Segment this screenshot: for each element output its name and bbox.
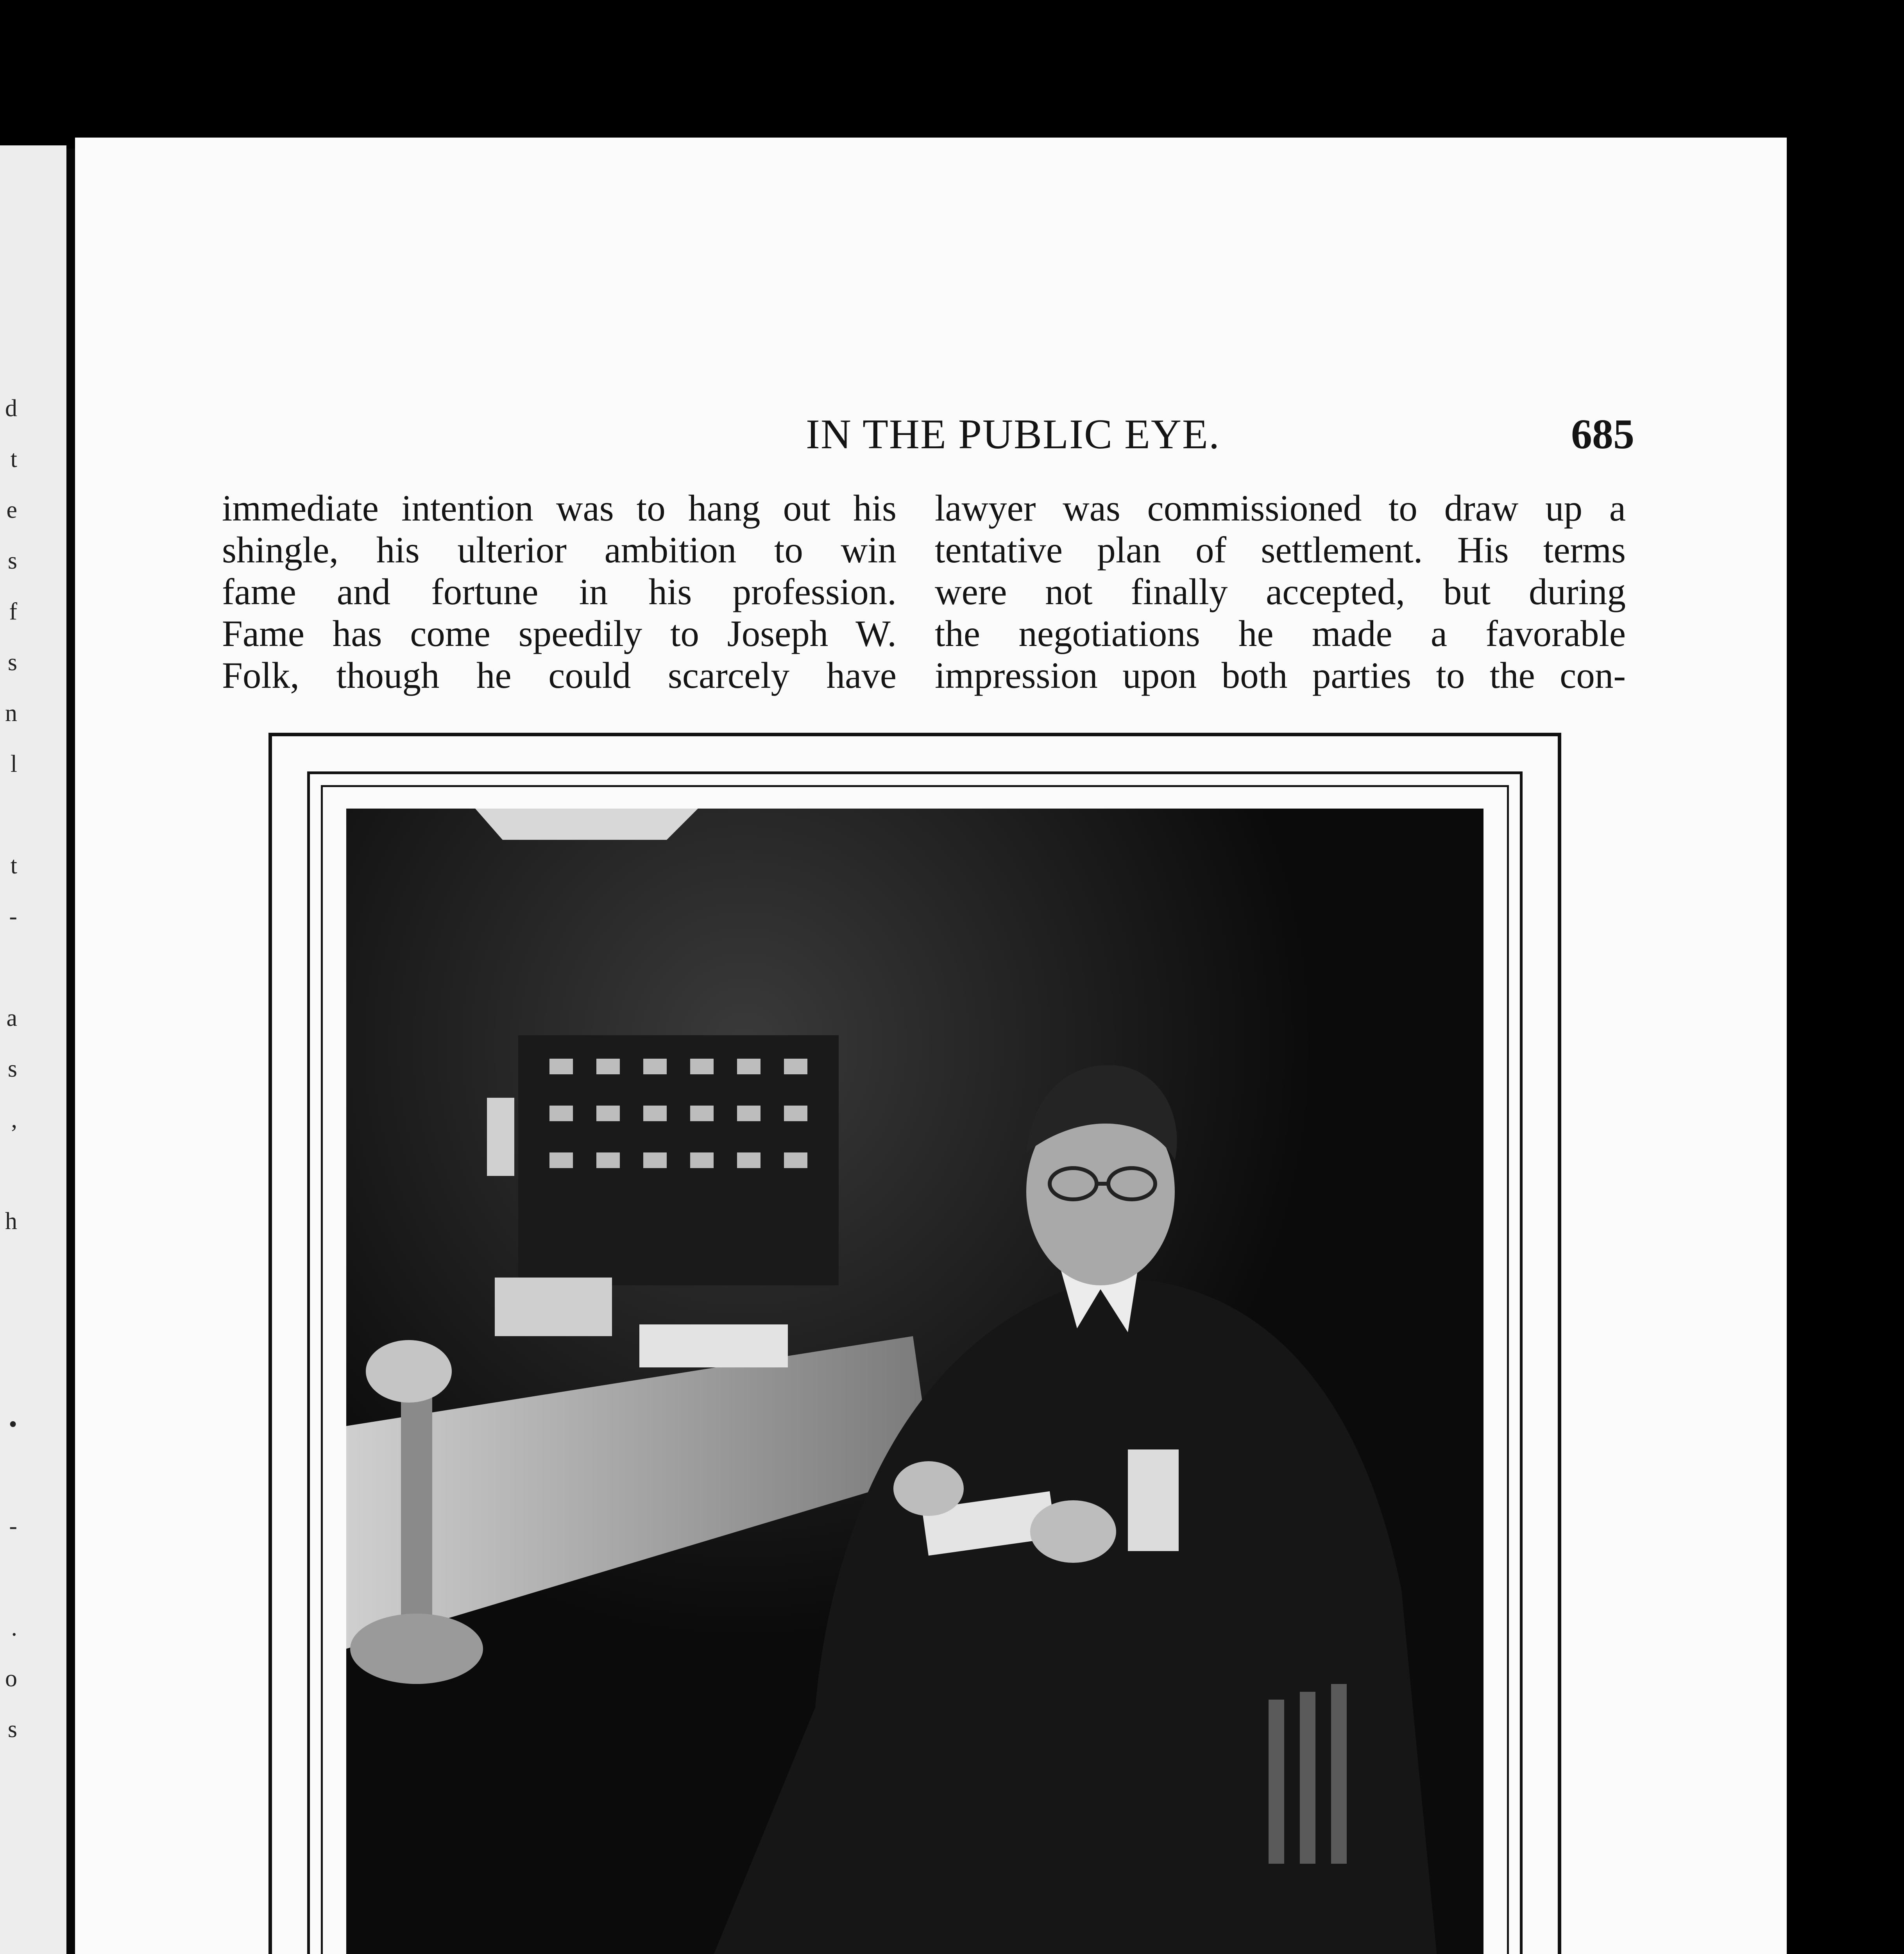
running-head: IN THE PUBLIC EYE. [806,411,1220,458]
text-fragment: o [5,1665,17,1692]
text-fragment: e [6,497,17,523]
text-line: immediate intention was to hang out his [222,487,897,529]
page-number: 685 [1571,411,1634,458]
portrait-photo-icon [346,809,1483,1954]
text-fragment [17,1360,20,1387]
text-fragment [17,1259,20,1285]
text-fragment [17,1157,20,1184]
text-fragment: t [10,446,17,472]
text-fragment: s [7,1056,17,1082]
text-fragment [17,1310,20,1336]
text-line: Folk, though he could scarcely have [222,655,897,696]
text-fragment [17,802,20,828]
text-line: the negotiations he made a favorable [935,613,1626,654]
text-fragment: s [7,1716,17,1743]
text-line: Fame has come speedily to Joseph W. [222,613,897,654]
text-fragment: d [5,395,17,422]
text-line: fame and fortune in his profession. [222,571,897,612]
text-fragment: s [7,548,17,574]
text-fragment: t [10,852,17,879]
text-fragment: s [7,649,17,676]
top-left-column [222,487,897,696]
text-fragment: - [9,903,17,930]
text-fragment: l [10,751,17,777]
text-fragment: a [6,1005,17,1031]
text-fragment: . [11,1614,17,1641]
book-gutter [66,149,75,1954]
previous-page-text-fragments [0,383,20,1954]
page [75,138,1787,1954]
text-fragment: n [5,700,17,726]
text-line: shingle, his ulterior ambition to win [222,529,897,571]
text-fragment: f [9,598,17,625]
text-fragment [17,1462,20,1489]
text-line: impression upon both parties to the con- [935,655,1626,696]
text-fragment: , [11,1106,17,1133]
portrait-photo [346,809,1483,1954]
text-fragment: • [9,1411,17,1438]
text-fragment [17,1564,20,1590]
top-right-column [935,487,1626,696]
text-line: lawyer was commissioned to draw up a [935,487,1626,529]
text-line: were not finally accepted, but during [935,571,1626,612]
page-header [700,403,1634,466]
text-fragment: h [5,1208,17,1235]
photo-plate-frame [268,733,1561,1954]
text-fragment [17,954,20,981]
text-line: tentative plan of settlement. His terms [935,529,1626,571]
text-fragment: - [9,1513,17,1539]
